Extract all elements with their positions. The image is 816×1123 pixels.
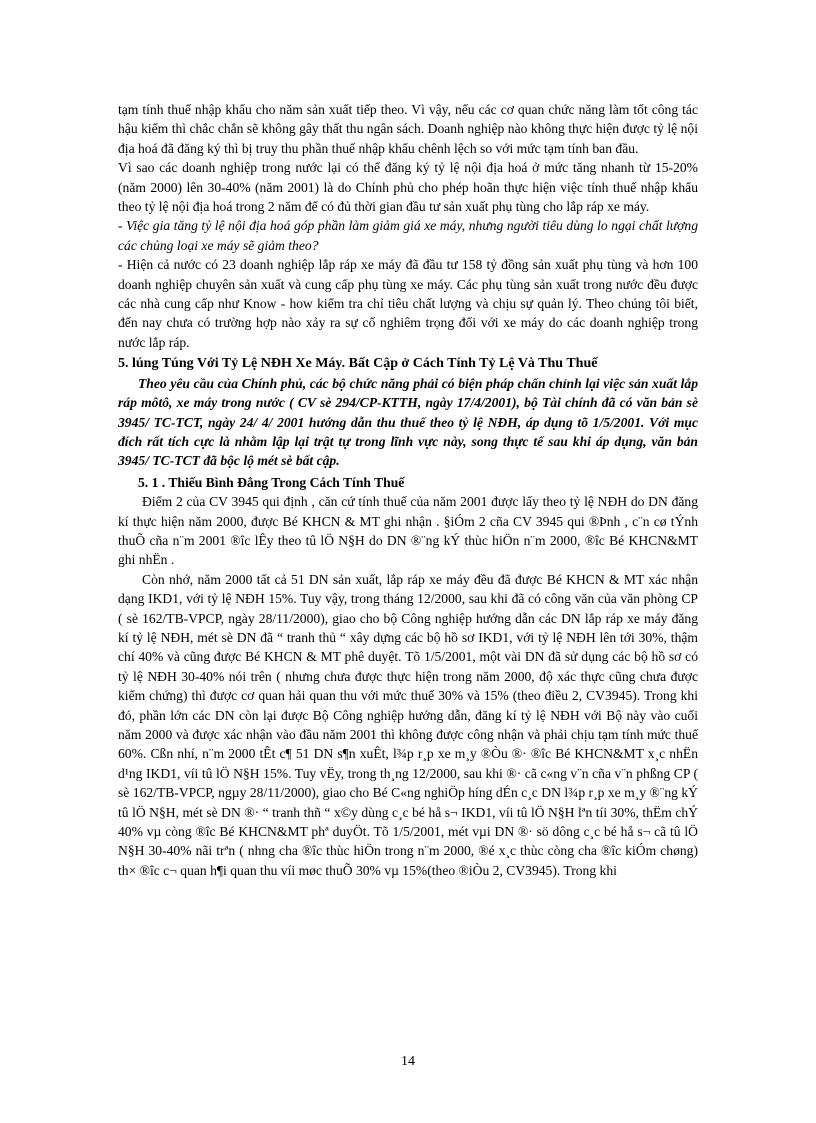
- section-heading: 5. lúng Túng Với Tỷ Lệ NĐH Xe Máy. Bất Cập ở Cách Tính Tỷ Lệ Và Thu Thuế: [118, 356, 598, 372]
- answer-paragraph: - Hiện cả nước có 23 doanh nghiệp lắp ráp xe máy đã đầu tư 158 tỷ đồng sản xuất phụ tùng và hơn 100 doanh nghiệp chuyên sản xuất và cung cấp phụ tùng xe máy. Các phụ tùng sản xuất trong nước đều được các nhà cung cấp như Know - how kiểm tra chỉ tiêu chất lượng và chịu sự quản lý. Theo chúng tôi biết, đến nay chưa có trường hợp nào xảy ra sự cố nghiêm trọng đối với xe máy do các doanh nghiệp trong nước lắp ráp.: [118, 257, 698, 350]
- page-number: 14: [401, 1054, 415, 1069]
- paragraph: Vì sao các doanh nghiệp trong nước lại có thể đăng ký tỷ lệ nội địa hoá ở mức tăng nhanh từ 15-20% (năm 2000) lên 30-40% (năm 2001) là do Chính phủ cho phép hoãn thực hiện việc tính thuế nhập khẩu theo tỷ lệ nội địa hoá trong 2 năm để có đủ thời gian đầu tư sản xuất phụ tùng cho lắp ráp xe máy.: [118, 160, 698, 215]
- subsection-heading: 5. 1 . Thiếu Bình Đẳng Trong Cách Tính Thuế: [138, 474, 405, 490]
- question-paragraph: - Việc gia tăng tỷ lệ nội địa hoá góp phần làm giảm giá xe máy, nhưng người tiêu dùng lo ngại chất lượng các chủng loại xe máy sẽ giảm theo?: [118, 218, 698, 253]
- section-intro: Theo yêu cầu của Chính phủ, các bộ chức năng phải có biện pháp chấn chỉnh lại việc sản xuất lắp ráp môtô, xe máy trong nước ( CV sè 294/CP-KTTH, ngày 17/4/2001), bộ Tài chính đã có văn bản sè 3945/ TC-TCT, ngày 24/ 4/ 2001 hướng dẫn thu thuế theo tỷ lệ NĐH, áp dụng tõ 1/5/2001. Với mục đích rất tích cực là nhằm lập lại trật tự trong lĩnh vực này, song thực tế sau khi áp dụng, văn bản 3945/ TC-TCT đã bộc lộ mét sè bất cập.: [118, 375, 698, 469]
- paragraph: Còn nhớ, năm 2000 tất cả 51 DN sản xuất, lắp ráp xe máy đều đã được Bé KHCN & MT xác nhận dạng IKD1, với tỷ lệ NĐH 15%. Tuy vậy, trong tháng 12/2000, sau khi đã có công văn của văn phòng CP ( sè 162/TB-VPCP, ngày 28/11/2000), giao cho bộ Công nghiệp hướng dẫn các DN lắp ráp xe máy đăng kí tỷ lệ NĐH, mét sè DN đã “ tranh thủ “ xây dựng các bộ hồ sơ IKD1, với tỷ lệ NĐH lên tới 30%, thậm chí 40% và cũng được Bé KHCN & MT phê duyệt. Tõ 1/5/2001, một vài DN đã sử dụng các bộ hồ sơ có tỷ lệ NĐH 30-40% nói trên ( nhưng chưa được thực hiện trong năm 2000, độ xác thực cũng chưa được kiểm chứng) thì được cơ quan hải quan thu với mức thuế 30% và 15% (theo điều 2, CV3945). Trong khi đó, phần lớn các DN còn lại được Bộ Công nghiệp hướng dẫn, đăng kí tỷ lệ NĐH với Bộ này vào cuối năm 2000 và được xác nhận vào đầu năm 2001 thì không được công nhận và phải chịu tạm tính mức thuế 60%. Cßn nhí, n¨m 2000 tÊt c¶ 51 DN s¶n xuÊt, l¾p r¸p xe m¸y ®Òu ®· ®îc Bé KHCN&MT x¸c nhËn d¹ng IKD1, víi tû lÖ N§H 15%. Tuy vËy, trong th¸ng 12/2000, sau khi ®· cã c«ng v¨n cña v¨n phßng CP ( sè 162/TB-VPCP, ngµy 28/11/2000), giao cho Bé C«ng nghiÖp híng dÉn c¸c DN l¾p r¸p xe m¸y ®¨ng kÝ tû lÖ N§H, mét sè DN ®· “ tranh thñ “ x©y dùng c¸c bé hå s¬ IKD1, víi tû lÖ N§H lªn tíi 30%, thËm chÝ 40% vµ còng ®îc Bé KHCN&MT phª duyÖt. Tõ 1/5/2001, mét vµi DN ®· sö dông c¸c bé hå s¬ cã tû lÖ N§H 30-40% nãi trªn ( nhng cha ®îc thùc hiÖn trong n¨m 2000, ®é x¸c thùc còng cha ®îc kiÓm chøng) th× ®îc c¬ quan h¶i quan thu víi møc thuÕ 30% vµ 15%(theo ®iÒu 2, CV3945). Trong khi: [118, 571, 698, 878]
- paragraph: Điểm 2 của CV 3945 qui định , căn cứ tính thuế của năm 2001 được lấy theo tỷ lệ NĐH do DN đăng kí thực hiện năm 2000, được Bé KHCN & MT ghi nhận . §iÓm 2 cña CV 3945 qui ®Þnh , c¨n cø tÝnh thuÕ cña n¨m 2001 ®îc lÊy theo tû lÖ N§H do DN ®¨ng kÝ thùc hiÖn n¨m 2000, ®îc Bé KHCN&MT ghi nhËn .: [118, 494, 698, 568]
- paragraph: tạm tính thuế nhập khẩu cho năm sản xuất tiếp theo. Vì vậy, nếu các cơ quan chức năng làm tốt công tác hậu kiểm thì chắc chắn sẽ không gây thất thu ngân sách. Doanh nghiệp nào không thực hiện được tỷ lệ nội địa hoá đã đăng ký thì bị truy thu phần thuế nhập khẩu chênh lệch so với mức tạm tính ban đầu.: [118, 102, 698, 156]
- document-page: [118, 100, 698, 880]
